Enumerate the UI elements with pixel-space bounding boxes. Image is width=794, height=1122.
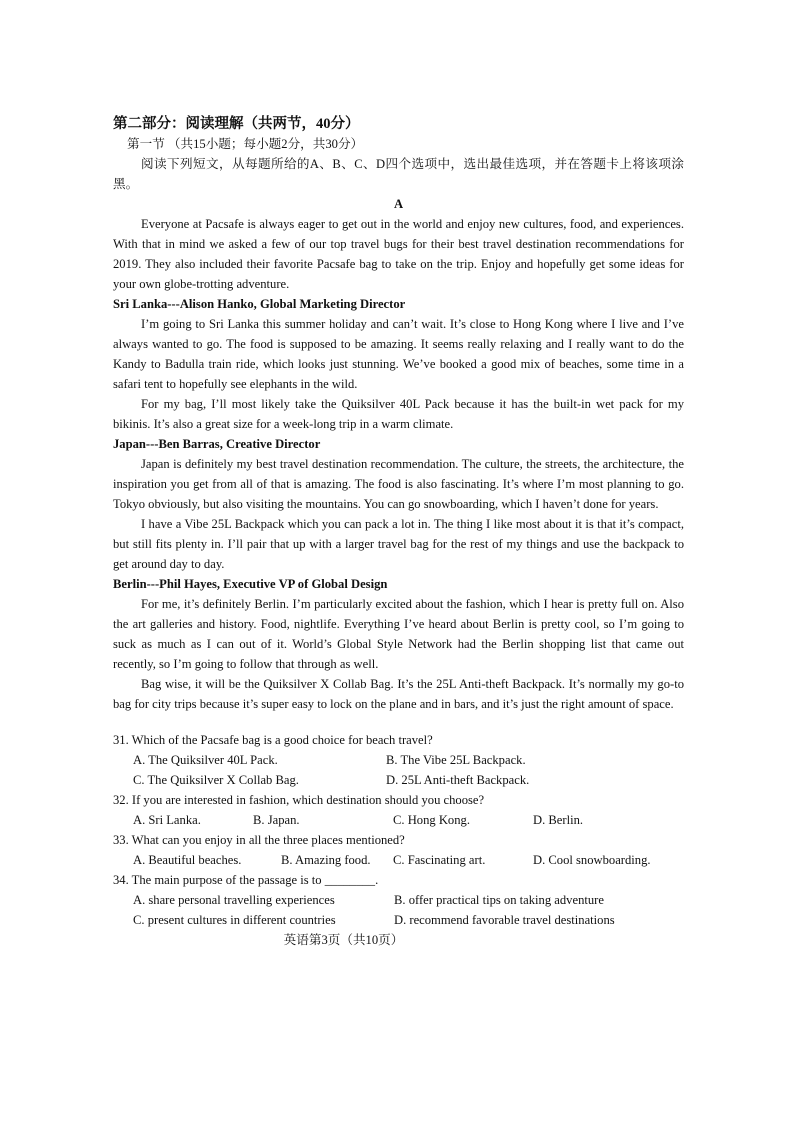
section-title: 第二部分：阅读理解（共两节，40分） <box>113 116 360 132</box>
question-32 <box>113 790 684 830</box>
exam-page <box>113 114 684 950</box>
passage-label: A <box>393 197 404 211</box>
option-c: C. Fascinating art. <box>393 853 486 867</box>
paragraph: Japan is definitely my best travel destination recommendation. The culture, the streets, the architecture, the inspiration you get from all of that is amazing. The food is also fascinating. It’s where I’m most planning to go. Tokyo obviously, but also visiting the mountains. You can go snowboarding, which I haven’t done for years. <box>113 457 684 511</box>
paragraph: Bag wise, it will be the Quiksilver X Collab Bag. It’s the 25L Anti-theft Backpack. It’s normally my go-to bag for city trips because it’s super easy to lock on the plane and in bars, and it’s just the right amount of space. <box>113 677 684 711</box>
subsection-title: 第一节 （共15小题；每小题2分，共30分） <box>127 137 364 151</box>
option-c: C. present cultures in different countries <box>133 913 336 927</box>
section-heading: Japan---Ben Barras, Creative Director <box>113 437 321 451</box>
section-heading: Sri Lanka---Alison Hanko, Global Marketing Director <box>113 297 406 311</box>
question-list <box>113 730 684 930</box>
options-row <box>113 810 684 830</box>
option-b: B. offer practical tips on taking adventure <box>394 893 604 907</box>
option-b: B. Japan. <box>253 813 300 827</box>
option-c: C. Hong Kong. <box>393 813 470 827</box>
intro-paragraph: Everyone at Pacsafe is always eager to get out in the world and enjoy new cultures, food, and experiences. With that in mind we asked a few of our top travel bugs for their best travel destination recommendations for 2019. They also included their favorite Pacsafe bag to take on the trip. Enjoy and hopefully get some ideas for your own globe-trotting adventure. <box>113 217 684 291</box>
options-row <box>113 890 684 910</box>
section-sri-lanka <box>113 294 684 434</box>
option-a: A. Beautiful beaches. <box>133 853 242 867</box>
question-stem: 31. Which of the Pacsafe bag is a good choice for beach travel? <box>113 733 433 747</box>
option-a: A. The Quiksilver 40L Pack. <box>133 753 278 767</box>
paragraph: For my bag, I’ll most likely take the Quiksilver 40L Pack because it has the built-in wet pack for my bikinis. It’s also a great size for a week-long trip in a warm climate. <box>113 397 684 431</box>
question-stem: 34. The main purpose of the passage is to ________. <box>113 873 379 887</box>
option-d: D. Cool snowboarding. <box>533 853 651 867</box>
instructions: 阅读下列短文，从每题所给的A、B、C、D四个选项中，选出最佳选项，并在答题卡上将该项涂黑。 <box>113 157 684 191</box>
question-stem: 33. What can you enjoy in all the three places mentioned? <box>113 833 405 847</box>
section-berlin <box>113 574 684 714</box>
option-a: A. Sri Lanka. <box>133 813 201 827</box>
question-31 <box>113 730 684 790</box>
options-row <box>113 750 684 770</box>
question-34 <box>113 870 684 930</box>
options-row <box>113 850 684 870</box>
page-footer: 英语第3页（共10页） <box>283 933 404 947</box>
option-d: D. Berlin. <box>533 813 584 827</box>
option-d: D. recommend favorable travel destinations <box>394 913 615 927</box>
option-b: B. The Vibe 25L Backpack. <box>386 753 526 767</box>
options-row <box>113 910 684 930</box>
option-d: D. 25L Anti-theft Backpack. <box>386 773 530 787</box>
section-japan <box>113 434 684 574</box>
option-c: C. The Quiksilver X Collab Bag. <box>133 773 299 787</box>
paragraph: For me, it’s definitely Berlin. I’m particularly excited about the fashion, which I hear is pretty full on. Also the art galleries and history. Food, nightlife. Everything I’ve heard about Berlin is pretty cool, so I’m going to suck as much as I can out of it. World’s Global Style Network had the Berlin shopping list that came out recently, so I’m going to follow that through as well. <box>113 597 684 671</box>
options-row <box>113 770 684 790</box>
paragraph: I have a Vibe 25L Backpack which you can pack a lot in. The thing I like most about it is that it’s compact, but still fits plenty in. I’ll pair that up with a larger travel bag for the rest of my things and use the backpack to get around day to day. <box>113 517 684 571</box>
option-a: A. share personal travelling experiences <box>133 893 335 907</box>
question-stem: 32. If you are interested in fashion, which destination should you choose? <box>113 793 485 807</box>
option-b: B. Amazing food. <box>281 853 371 867</box>
question-33 <box>113 830 684 870</box>
section-heading: Berlin---Phil Hayes, Executive VP of Global Design <box>113 577 388 591</box>
paragraph: I’m going to Sri Lanka this summer holiday and can’t wait. It’s close to Hong Kong where I live and I’ve always wanted to go. The food is supposed to be amazing. It seems really relaxing and I really want to do the Kandy to Badulla train ride, which looks just stunning. We’ve booked a good mix of beaches, some time in a safari tent to hopefully see elephants in the wild. <box>113 317 684 391</box>
